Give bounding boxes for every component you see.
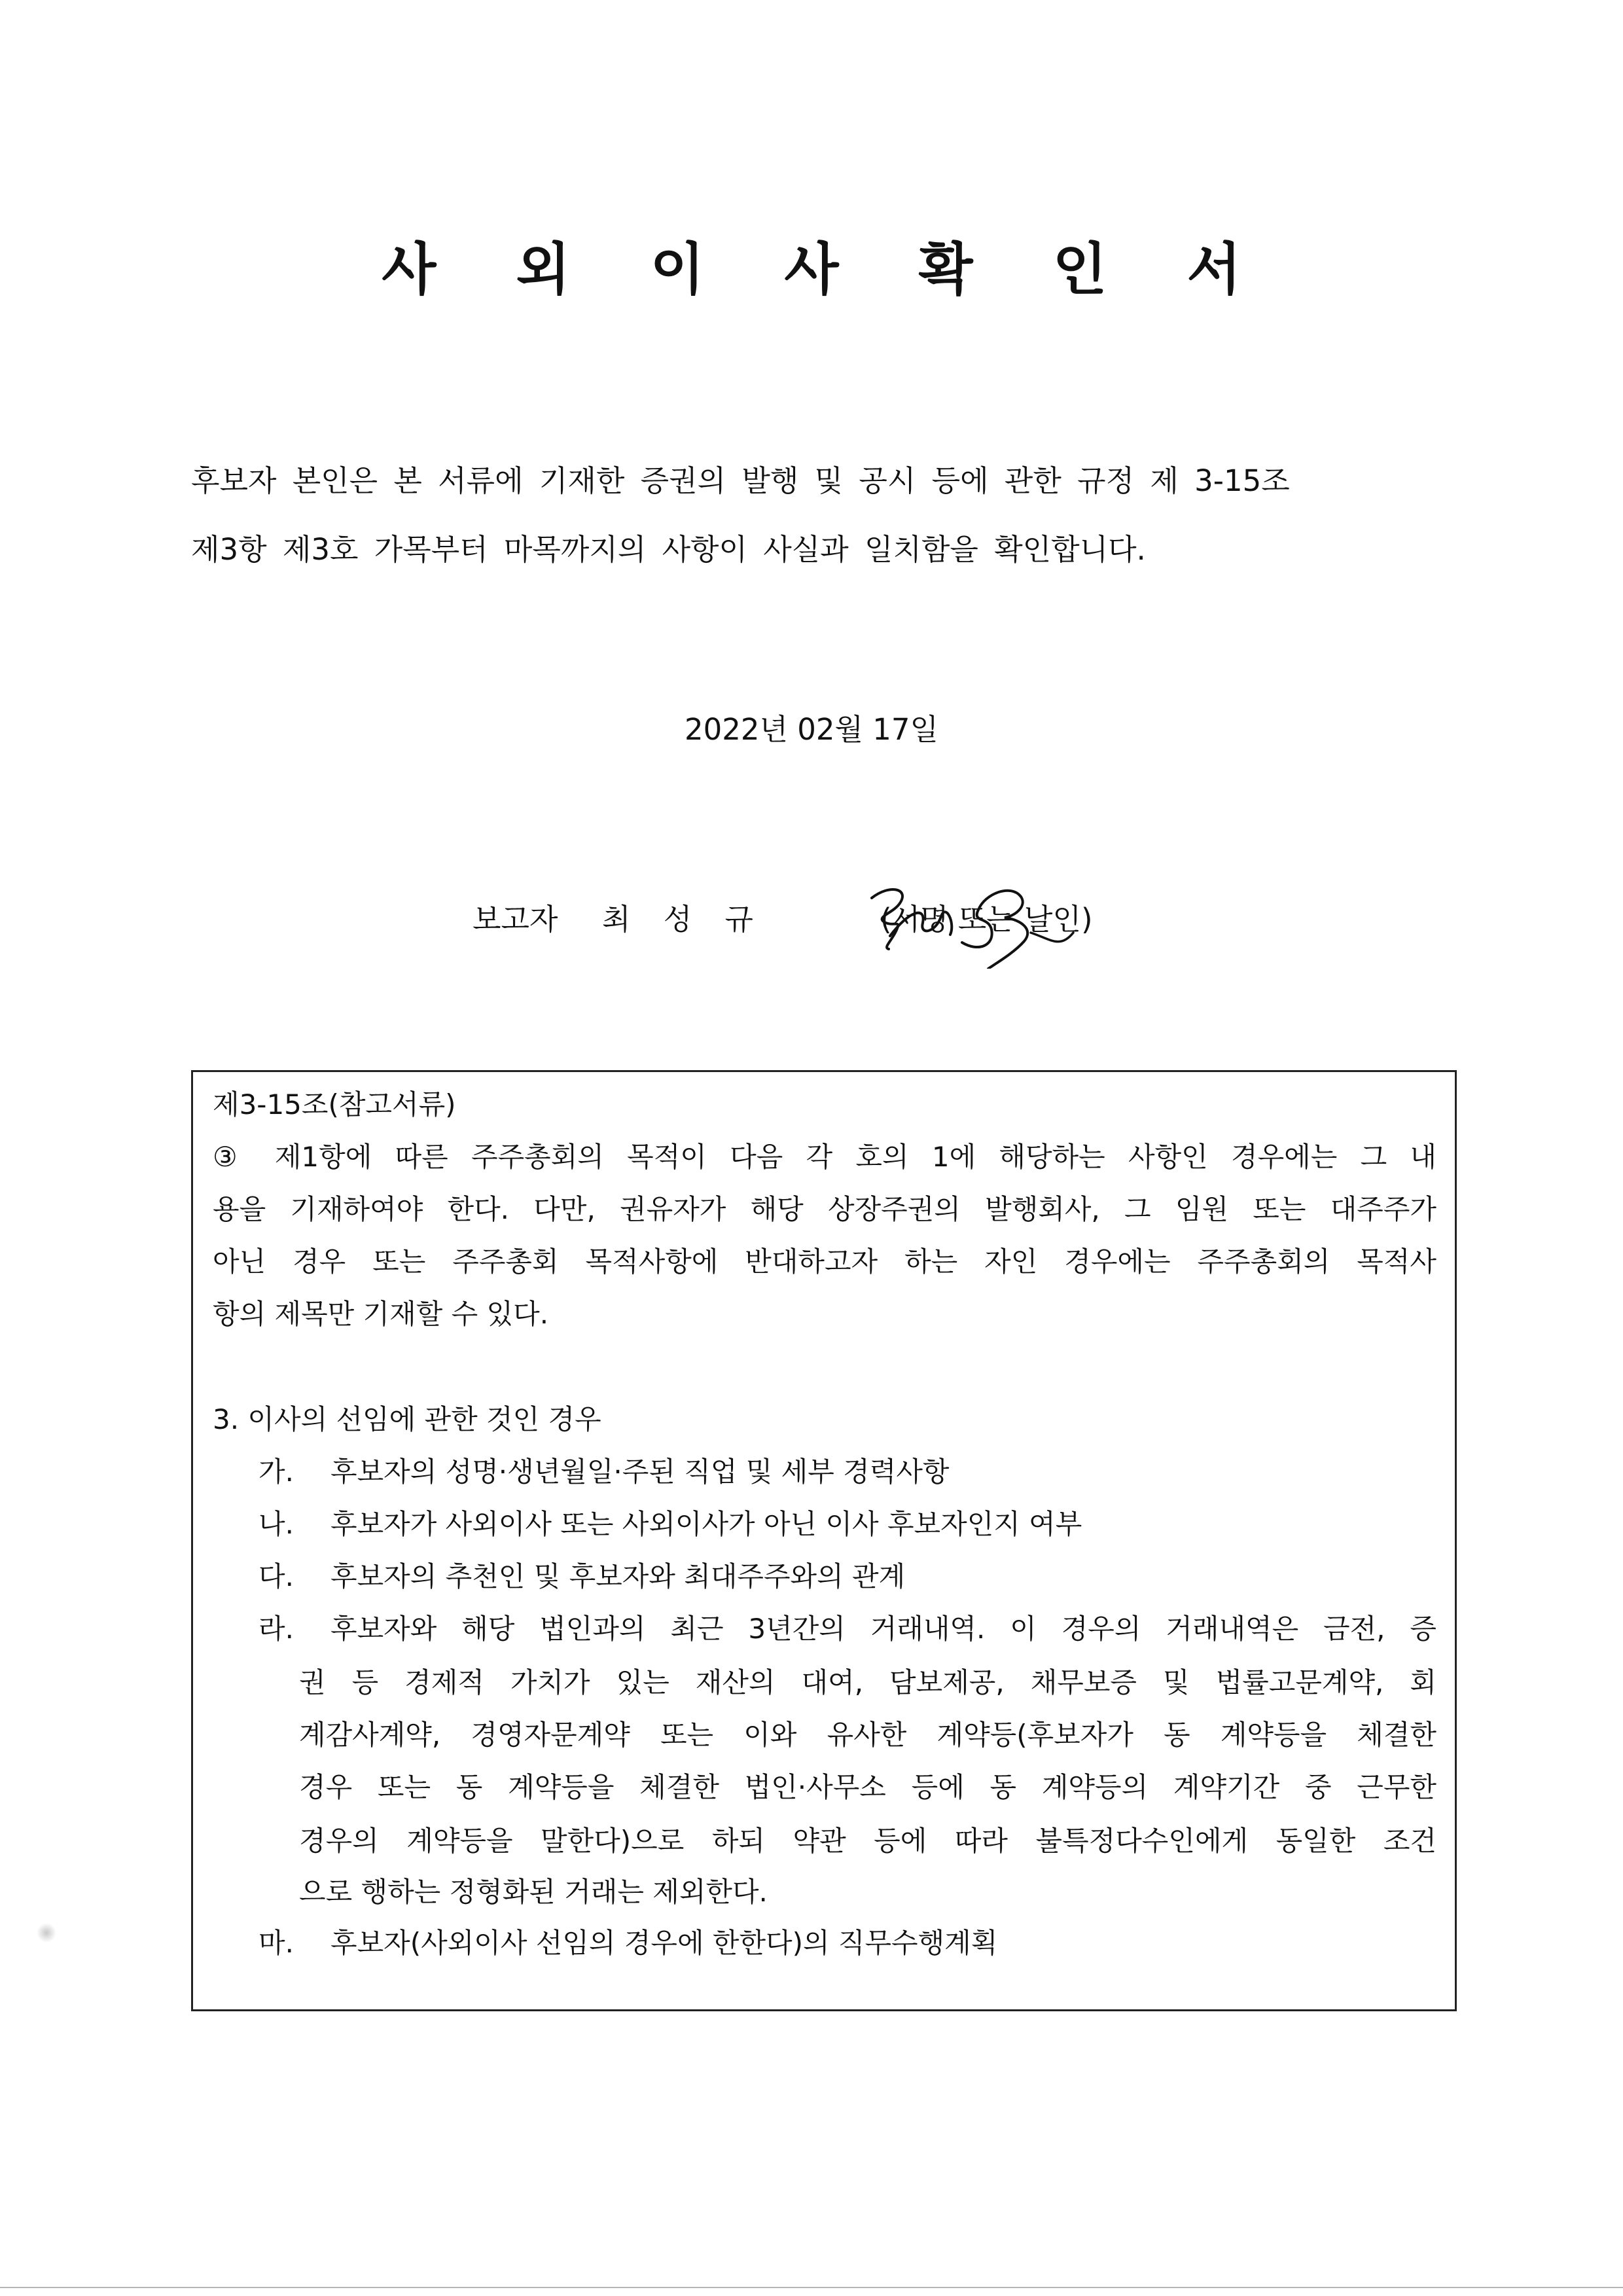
item-marker: 나. (259, 1508, 294, 1540)
item-marker: 다. (259, 1560, 294, 1592)
item-text: 계감사계약, 경영자문계약 또는 이와 유사한 계약등(후보자가 동 계약등을 체결한 (299, 1719, 1436, 1751)
item-marker: 마. (259, 1927, 294, 1959)
paragraph-line: 용을 기재하여야 한다. 다만, 권유자가 해당 상장주권의 발행회사, 그 임원 또는 대주주가 (213, 1193, 1436, 1225)
item-text: 후보자의 성명·생년월일·주된 직업 및 세부 경력사항 (330, 1456, 950, 1488)
paragraph-line: 아닌 경우 또는 주주총회 목적사항에 반대하고자 하는 자인 경우에는 주주총회의 목적사 (213, 1246, 1436, 1278)
section-heading: 3. 이사의 선임에 관한 것인 경우 (213, 1403, 601, 1435)
reference-heading: 제3-15조(참고서류) (213, 1088, 456, 1121)
paragraph-line: 항의 제목만 기재할 수 있다. (213, 1298, 549, 1330)
scan-edge-line (0, 2287, 1623, 2288)
item-text: 경우의 계약등을 말한다)으로 하되 약관 등에 따라 불특정다수인에게 동일한 조건 (299, 1825, 1436, 1857)
paragraph-line: ③ 제1항에 따른 주주총회의 목적이 다음 각 호의 1에 해당하는 사항인 경우에는 그 내 (213, 1141, 1436, 1173)
reporter-name: 최 성 규 (602, 902, 766, 937)
item-marker: 가. (259, 1456, 294, 1488)
document-title: 사 외 이 사 확 인 서 (382, 237, 1272, 302)
handwritten-signature-icon (864, 870, 1152, 969)
intro-line-2: 제3항 제3호 가목부터 마목까지의 사항이 사실과 일치함을 확인합니다. (191, 532, 1146, 567)
item-text: 후보자(사외이사 선임의 경우에 한한다)의 직무수행계획 (330, 1927, 998, 1959)
reporter-label: 보고자 (473, 902, 558, 937)
document-date: 2022년 02월 17일 (684, 712, 939, 747)
item-text: 후보자와 해당 법인과의 최근 3년간의 거래내역. 이 경우의 거래내역은 금전, 증 (330, 1613, 1436, 1645)
item-text: 으로 행하는 정형화된 거래는 제외한다. (299, 1876, 768, 1908)
item-marker: 라. (259, 1613, 294, 1645)
item-text: 경우 또는 동 계약등을 체결한 법인·사무소 등에 동 계약등의 계약기간 중 근무한 (299, 1771, 1436, 1803)
reference-box (191, 1070, 1457, 2011)
scan-speck (37, 1923, 56, 1943)
item-text: 후보자가 사외이사 또는 사외이사가 아닌 이사 후보자인지 여부 (330, 1508, 1082, 1540)
signature-label: (서명 또는 날인) (880, 902, 1093, 937)
item-text: 후보자의 추천인 및 후보자와 최대주주와의 관계 (330, 1560, 906, 1592)
intro-line-1: 후보자 본인은 본 서류에 기재한 증권의 발행 및 공시 등에 관한 규정 제 3-15조 (191, 463, 1290, 498)
item-text: 권 등 경제적 가치가 있는 재산의 대여, 담보제공, 채무보증 및 법률고문계약, 회 (299, 1666, 1436, 1698)
